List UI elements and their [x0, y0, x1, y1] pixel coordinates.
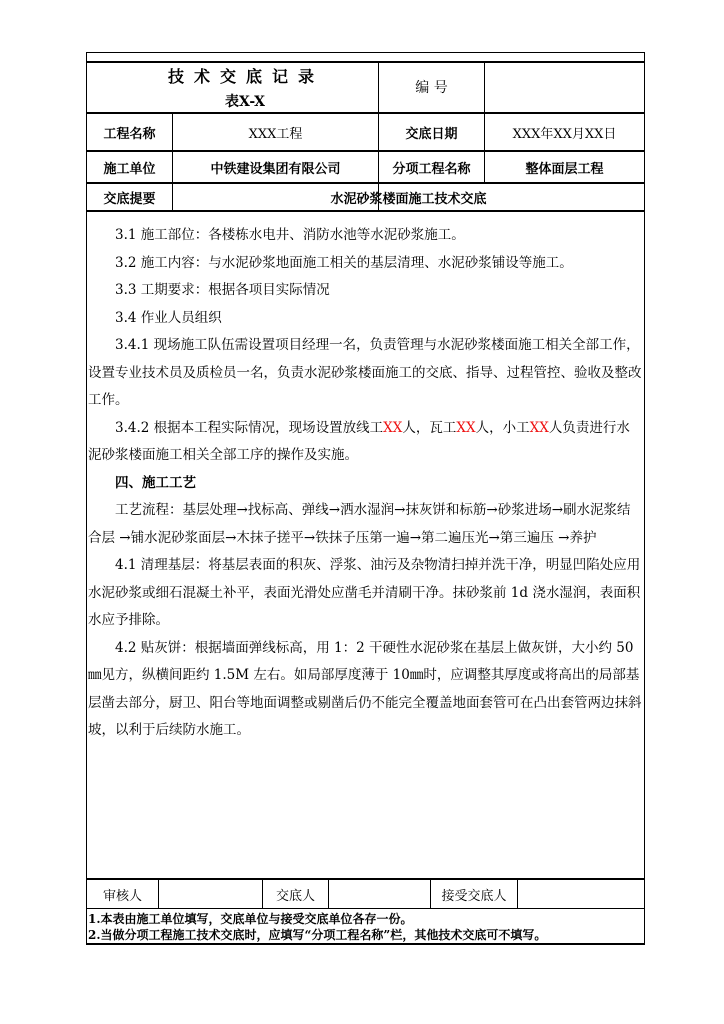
reviewer-field[interactable] — [159, 880, 262, 908]
note-2: 2.当做分项工程施工技术交底时，应填写“分项工程名称”栏，其他技术交底可不填写。 — [88, 928, 547, 942]
code-value[interactable] — [485, 62, 644, 112]
border-bottom — [86, 943, 645, 945]
presenter-label: 交底人 — [275, 888, 315, 904]
paragraph-3-3: 3.3 工期要求：根据各项目实际情况 — [115, 282, 330, 298]
reviewer-label: 审核人 — [102, 888, 142, 904]
paragraph-3-2: 3.2 施工内容：与水泥砂浆地面施工相关的基层清理、水泥砂浆铺设等施工。 — [115, 254, 573, 271]
presenter-field[interactable] — [329, 880, 430, 908]
paragraph-4-2: 4.2 贴灰饼：根据墙面弹线标高，用 1：2 干硬性水泥砂浆在基层上做灰饼，大小约 50㎜见方，纵横间距约 1.5M 左右。如局部厚度薄于 10㎜时，应调整其厚度或将高出的局部基层凿去部分，厨卫、阳台等地面调整或剔凿后仍不能完全覆盖地面套管可在凸出套管两边抹斜坡，以利于后续防水施工。 — [88, 639, 642, 738]
paragraph-3-4-2: 3.4.2 根据本工程实际情况，现场设置放线工XX人，瓦工XX人，小工XX人负责进行水泥砂浆楼面施工相关全部工序的操作及实施。 — [88, 419, 630, 463]
date-value[interactable]: XXX年XX月XX日 — [512, 126, 617, 142]
border-top — [86, 52, 645, 53]
paragraph-4-1: 4.1 清理基层：将基层表面的积灰、浮浆、油污及杂物清扫掉并洗干净，明显凹陷处应用水泥砂浆或细石混凝土补平，表面光滑处应凿毛并清刷干净。抹砂浆前 1d 浇水湿润，表面积水应予排除。 — [88, 557, 641, 628]
code-label: 编 号 — [415, 80, 448, 96]
project-name-label: 工程名称 — [103, 126, 156, 142]
summary-value[interactable]: 水泥砂浆楼面施工技术交底 — [330, 191, 487, 207]
sub-project-value[interactable]: 整体面层工程 — [525, 161, 604, 177]
summary-label: 交底提要 — [103, 191, 156, 207]
process-flow: 工艺流程：基层处理→找标高、弹线→洒水湿润→抹灰饼和标筋→砂浆进场→刷水泥浆结合层 →铺水泥砂浆面层→木抹子搓平→铁抹子压第一遍→第二遍压光→第三遍压 →养护 — [88, 502, 631, 546]
form-number: 表X-X — [224, 94, 266, 110]
placeholder-xx: XX — [383, 419, 403, 436]
sub-project-label: 分项工程名称 — [392, 161, 471, 177]
border-right — [644, 52, 645, 944]
receiver-label: 接受交底人 — [441, 888, 507, 904]
project-name-value[interactable]: XXX工程 — [248, 126, 303, 142]
row-line-4 — [86, 210, 645, 212]
section-heading-4: 四、施工工艺 — [115, 474, 196, 491]
sign-bottom-line — [86, 908, 645, 909]
paragraph-3-1: 3.1 施工部位：各楼栋水电井、消防水池等水泥砂浆施工。 — [115, 227, 465, 243]
unit-label: 施工单位 — [103, 161, 156, 177]
paragraph-3-4-1: 3.4.1 现场施工队伍需设置项目经理一名，负责管理与水泥砂浆楼面施工相关全部工作，设置专业技术员及质检员一名，负责水泥砂浆楼面施工的交底、指导、过程管控、验收及整改工作。 — [88, 337, 642, 408]
receiver-field[interactable] — [518, 880, 644, 908]
note-1: 1.本表由施工单位填写，交底单位与接受交底单位各存一份。 — [88, 912, 413, 926]
form-title: 技术交底记录 — [168, 67, 325, 86]
unit-value[interactable]: 中铁建设集团有限公司 — [210, 161, 341, 177]
placeholder-xx: XX — [529, 419, 549, 436]
date-label: 交底日期 — [405, 126, 458, 142]
paragraph-3-4: 3.4 作业人员组织 — [115, 309, 222, 326]
placeholder-xx: XX — [456, 419, 476, 436]
disclosure-body — [88, 222, 643, 745]
